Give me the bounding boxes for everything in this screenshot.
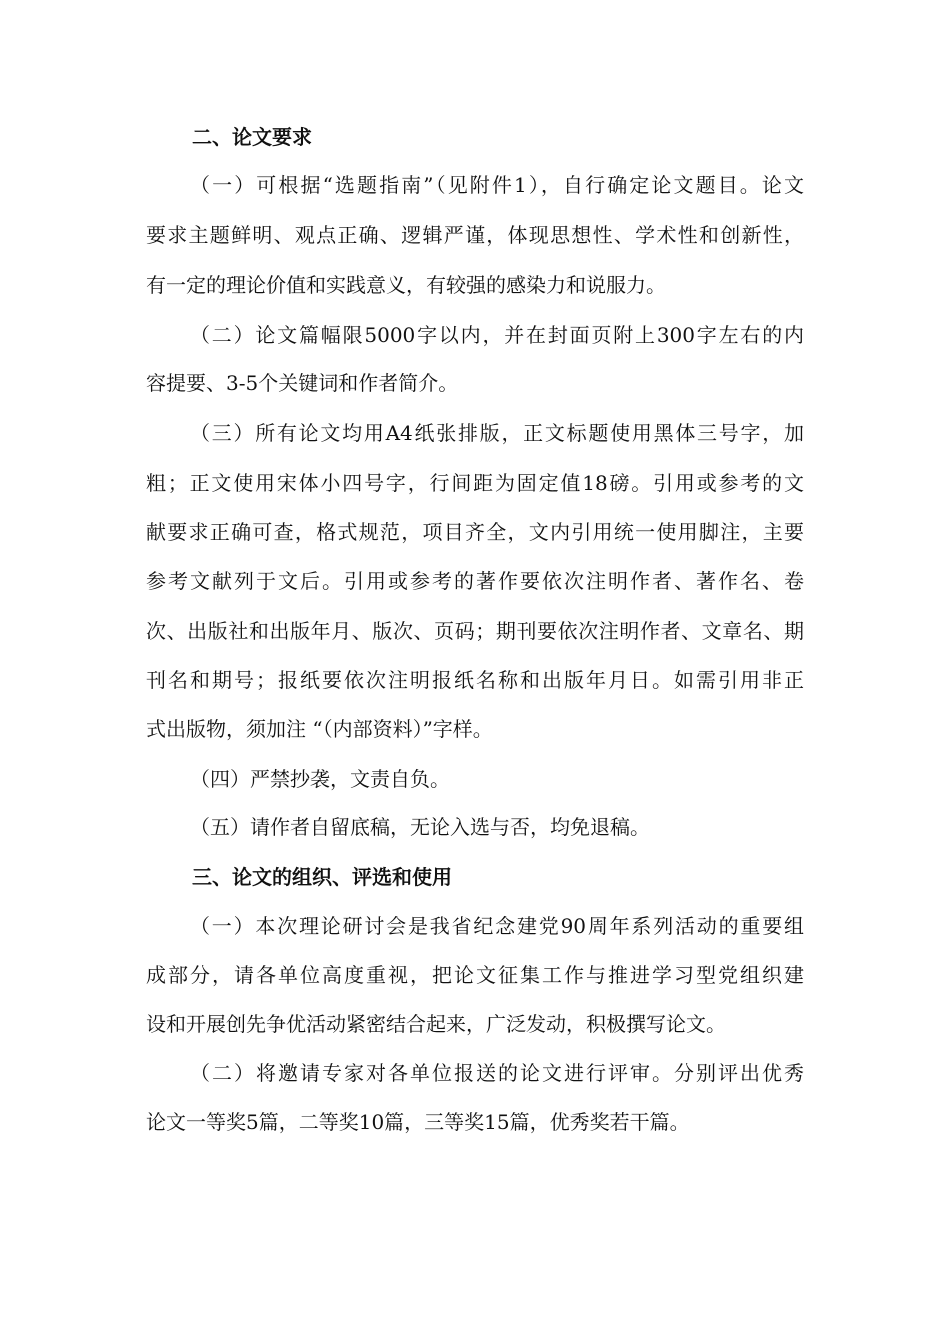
paragraph-line: 论文一等奖5篇，二等奖10篇，三等奖15篇，优秀奖若干篇。: [146, 1110, 690, 1134]
paragraph-line: （四）严禁抄袭，文责自负。: [190, 767, 450, 791]
paragraph-line: 参考文献列于文后。引用或参考的著作要依次注明作者、著作名、卷: [146, 569, 804, 593]
paragraph-line: 献要求正确可查，格式规范，项目齐全，文内引用统一使用脚注，主要: [146, 520, 804, 544]
paragraph-line: 有一定的理论价值和实践意义，有较强的感染力和说服力。: [146, 273, 666, 297]
paragraph-line: （二）将邀请专家对各单位报送的论文进行评审。分别评出优秀: [190, 1061, 804, 1085]
paragraph-line: 成部分，请各单位高度重视，把论文征集工作与推进学习型党组织建: [146, 963, 804, 987]
paragraph-line: （一）可根据“选题指南”（见附件1），自行确定论文题目。论文: [190, 173, 804, 197]
paragraph-line: （三）所有论文均用A4纸张排版，正文标题使用黑体三号字，加: [190, 421, 804, 445]
section-heading: 二、论文要求: [192, 125, 312, 149]
paragraph-line: 粗；正文使用宋体小四号字，行间距为固定值18磅。引用或参考的文: [146, 471, 804, 495]
paragraph-line: 刊名和期号；报纸要依次注明报纸名称和出版年月日。如需引用非正: [146, 668, 804, 692]
paragraph-line: （一）本次理论研讨会是我省纪念建党90周年系列活动的重要组: [190, 914, 804, 938]
paragraph-line: 式出版物，须加注 “（内部资料）”字样。: [146, 717, 493, 741]
paragraph-line: 次、出版社和出版年月、版次、页码；期刊要依次注明作者、文章名、期: [146, 619, 804, 643]
paragraph-line: （二）论文篇幅限5000字以内，并在封面页附上300字左右的内: [190, 323, 804, 347]
paragraph-line: （五）请作者自留底稿，无论入选与否，均免退稿。: [190, 815, 650, 839]
section-heading: 三、论文的组织、评选和使用: [192, 865, 452, 889]
paragraph-line: 设和开展创先争优活动紧密结合起来，广泛发动，积极撰写论文。: [146, 1012, 726, 1036]
paragraph-line: 要求主题鲜明、观点正确、逻辑严谨，体现思想性、学术性和创新性，: [146, 223, 804, 247]
paragraph-line: 容提要、3-5个关键词和作者简介。: [146, 371, 459, 395]
